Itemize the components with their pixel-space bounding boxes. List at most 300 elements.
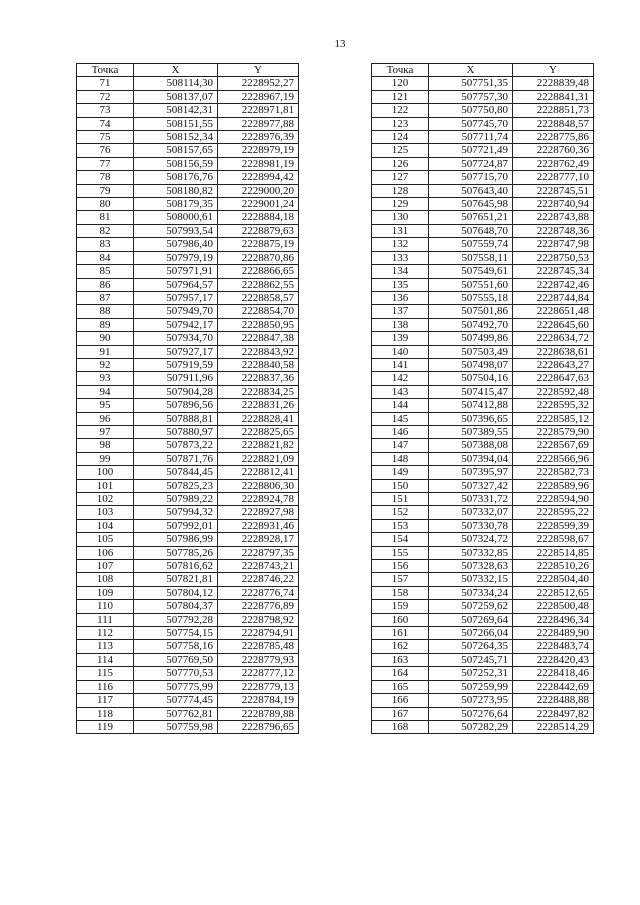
table-row bbox=[77, 305, 299, 318]
table-row bbox=[372, 144, 594, 157]
column-header-y: Y bbox=[218, 64, 299, 77]
cell-point-number: 89 bbox=[77, 318, 134, 331]
table-row bbox=[372, 90, 594, 103]
cell-x-coordinate: 508179,35 bbox=[134, 198, 218, 211]
cell-y-coordinate: 2228981,19 bbox=[218, 157, 299, 170]
cell-y-coordinate: 2228488,88 bbox=[513, 694, 594, 707]
cell-x-coordinate: 507769,50 bbox=[134, 653, 218, 666]
cell-y-coordinate: 2229001,24 bbox=[218, 198, 299, 211]
table-row bbox=[372, 224, 594, 237]
cell-point-number: 167 bbox=[372, 707, 429, 720]
cell-y-coordinate: 2228418,46 bbox=[513, 667, 594, 680]
cell-x-coordinate: 507993,54 bbox=[134, 224, 218, 237]
cell-point-number: 113 bbox=[77, 640, 134, 653]
table-row bbox=[372, 573, 594, 586]
cell-y-coordinate: 2228743,88 bbox=[513, 211, 594, 224]
table-row bbox=[372, 680, 594, 693]
cell-point-number: 153 bbox=[372, 519, 429, 532]
cell-point-number: 158 bbox=[372, 586, 429, 599]
cell-y-coordinate: 2228850,95 bbox=[218, 318, 299, 331]
table-row bbox=[372, 546, 594, 559]
cell-point-number: 125 bbox=[372, 144, 429, 157]
cell-x-coordinate: 507775,99 bbox=[134, 680, 218, 693]
cell-point-number: 103 bbox=[77, 506, 134, 519]
cell-x-coordinate: 507259,99 bbox=[429, 680, 513, 693]
table-row bbox=[372, 265, 594, 278]
cell-x-coordinate: 508151,55 bbox=[134, 117, 218, 130]
table-row bbox=[372, 720, 594, 733]
cell-point-number: 109 bbox=[77, 586, 134, 599]
cell-point-number: 128 bbox=[372, 184, 429, 197]
table-row bbox=[77, 707, 299, 720]
cell-y-coordinate: 2228785,48 bbox=[218, 640, 299, 653]
cell-x-coordinate: 507989,22 bbox=[134, 493, 218, 506]
cell-x-coordinate: 507770,53 bbox=[134, 667, 218, 680]
cell-x-coordinate: 507774,45 bbox=[134, 694, 218, 707]
cell-y-coordinate: 2228595,22 bbox=[513, 506, 594, 519]
cell-x-coordinate: 507328,63 bbox=[429, 560, 513, 573]
cell-x-coordinate: 507332,07 bbox=[429, 506, 513, 519]
cell-point-number: 93 bbox=[77, 372, 134, 385]
cell-x-coordinate: 507492,70 bbox=[429, 318, 513, 331]
cell-y-coordinate: 2228875,19 bbox=[218, 238, 299, 251]
cell-point-number: 104 bbox=[77, 519, 134, 532]
column-header-point: Точка bbox=[77, 64, 134, 77]
cell-y-coordinate: 2228858,57 bbox=[218, 291, 299, 304]
cell-y-coordinate: 2228821,09 bbox=[218, 452, 299, 465]
cell-y-coordinate: 2228598,67 bbox=[513, 533, 594, 546]
cell-point-number: 112 bbox=[77, 627, 134, 640]
cell-point-number: 76 bbox=[77, 144, 134, 157]
cell-x-coordinate: 507266,04 bbox=[429, 627, 513, 640]
cell-x-coordinate: 507648,70 bbox=[429, 224, 513, 237]
cell-x-coordinate: 508000,61 bbox=[134, 211, 218, 224]
table-row bbox=[372, 707, 594, 720]
cell-y-coordinate: 2228512,65 bbox=[513, 586, 594, 599]
cell-point-number: 121 bbox=[372, 90, 429, 103]
cell-point-number: 100 bbox=[77, 466, 134, 479]
table-row bbox=[372, 332, 594, 345]
cell-y-coordinate: 2228746,22 bbox=[218, 573, 299, 586]
cell-y-coordinate: 2228504,40 bbox=[513, 573, 594, 586]
cell-y-coordinate: 2228496,34 bbox=[513, 613, 594, 626]
cell-x-coordinate: 507785,26 bbox=[134, 546, 218, 559]
cell-x-coordinate: 507559,74 bbox=[429, 238, 513, 251]
cell-y-coordinate: 2228497,82 bbox=[513, 707, 594, 720]
cell-y-coordinate: 2228825,65 bbox=[218, 425, 299, 438]
cell-point-number: 137 bbox=[372, 305, 429, 318]
cell-x-coordinate: 508157,65 bbox=[134, 144, 218, 157]
cell-point-number: 162 bbox=[372, 640, 429, 653]
cell-x-coordinate: 507499,86 bbox=[429, 332, 513, 345]
cell-y-coordinate: 2228779,93 bbox=[218, 653, 299, 666]
cell-x-coordinate: 507758,16 bbox=[134, 640, 218, 653]
cell-y-coordinate: 2228828,41 bbox=[218, 412, 299, 425]
table-row bbox=[77, 466, 299, 479]
cell-x-coordinate: 507979,19 bbox=[134, 251, 218, 264]
cell-y-coordinate: 2228884,18 bbox=[218, 211, 299, 224]
cell-point-number: 155 bbox=[372, 546, 429, 559]
cell-y-coordinate: 2228952,27 bbox=[218, 77, 299, 90]
table-row bbox=[77, 613, 299, 626]
cell-x-coordinate: 507888,81 bbox=[134, 412, 218, 425]
table-row bbox=[372, 412, 594, 425]
cell-x-coordinate: 507555,18 bbox=[429, 291, 513, 304]
cell-point-number: 85 bbox=[77, 265, 134, 278]
cell-y-coordinate: 2228594,90 bbox=[513, 493, 594, 506]
cell-x-coordinate: 507880,97 bbox=[134, 425, 218, 438]
table-row bbox=[372, 358, 594, 371]
cell-y-coordinate: 2228798,92 bbox=[218, 613, 299, 626]
table-row bbox=[77, 533, 299, 546]
table-row bbox=[77, 171, 299, 184]
cell-x-coordinate: 507415,47 bbox=[429, 385, 513, 398]
cell-y-coordinate: 2228784,19 bbox=[218, 694, 299, 707]
table-row bbox=[372, 466, 594, 479]
cell-y-coordinate: 2228971,81 bbox=[218, 104, 299, 117]
table-header-row bbox=[77, 64, 299, 77]
cell-y-coordinate: 2228879,63 bbox=[218, 224, 299, 237]
cell-y-coordinate: 2228777,10 bbox=[513, 171, 594, 184]
cell-point-number: 151 bbox=[372, 493, 429, 506]
table-row bbox=[77, 425, 299, 438]
cell-point-number: 73 bbox=[77, 104, 134, 117]
cell-x-coordinate: 507757,30 bbox=[429, 90, 513, 103]
cell-x-coordinate: 508114,30 bbox=[134, 77, 218, 90]
table-row bbox=[372, 560, 594, 573]
cell-x-coordinate: 507395,97 bbox=[429, 466, 513, 479]
cell-y-coordinate: 2228483,74 bbox=[513, 640, 594, 653]
cell-point-number: 164 bbox=[372, 667, 429, 680]
table-row bbox=[77, 479, 299, 492]
cell-point-number: 114 bbox=[77, 653, 134, 666]
cell-x-coordinate: 507643,40 bbox=[429, 184, 513, 197]
cell-y-coordinate: 2228794,91 bbox=[218, 627, 299, 640]
cell-point-number: 157 bbox=[372, 573, 429, 586]
cell-y-coordinate: 2228797,35 bbox=[218, 546, 299, 559]
cell-point-number: 156 bbox=[372, 560, 429, 573]
table-row bbox=[372, 493, 594, 506]
table-row bbox=[372, 238, 594, 251]
cell-y-coordinate: 2228595,32 bbox=[513, 399, 594, 412]
cell-y-coordinate: 2228847,38 bbox=[218, 332, 299, 345]
cell-point-number: 116 bbox=[77, 680, 134, 693]
cell-y-coordinate: 2228851,73 bbox=[513, 104, 594, 117]
table-row bbox=[372, 305, 594, 318]
cell-point-number: 163 bbox=[372, 653, 429, 666]
cell-point-number: 101 bbox=[77, 479, 134, 492]
cell-x-coordinate: 507549,61 bbox=[429, 265, 513, 278]
cell-y-coordinate: 2228848,57 bbox=[513, 117, 594, 130]
cell-y-coordinate: 2228638,61 bbox=[513, 345, 594, 358]
cell-x-coordinate: 507269,64 bbox=[429, 613, 513, 626]
cell-point-number: 142 bbox=[372, 372, 429, 385]
cell-x-coordinate: 507759,98 bbox=[134, 720, 218, 733]
cell-point-number: 120 bbox=[372, 77, 429, 90]
cell-y-coordinate: 2228834,25 bbox=[218, 385, 299, 398]
table-row bbox=[77, 318, 299, 331]
cell-x-coordinate: 507715,70 bbox=[429, 171, 513, 184]
cell-y-coordinate: 2228750,53 bbox=[513, 251, 594, 264]
table-row bbox=[372, 613, 594, 626]
cell-x-coordinate: 507273,95 bbox=[429, 694, 513, 707]
cell-point-number: 111 bbox=[77, 613, 134, 626]
cell-point-number: 154 bbox=[372, 533, 429, 546]
cell-x-coordinate: 507330,78 bbox=[429, 519, 513, 532]
cell-y-coordinate: 2228777,12 bbox=[218, 667, 299, 680]
table-row bbox=[372, 452, 594, 465]
cell-y-coordinate: 2228862,55 bbox=[218, 278, 299, 291]
table-row bbox=[372, 479, 594, 492]
table-row bbox=[372, 251, 594, 264]
cell-x-coordinate: 507986,99 bbox=[134, 533, 218, 546]
cell-point-number: 91 bbox=[77, 345, 134, 358]
cell-y-coordinate: 2228976,39 bbox=[218, 131, 299, 144]
coordinates-table-left bbox=[76, 63, 299, 734]
cell-y-coordinate: 2228806,30 bbox=[218, 479, 299, 492]
cell-point-number: 79 bbox=[77, 184, 134, 197]
cell-x-coordinate: 507551,60 bbox=[429, 278, 513, 291]
table-row bbox=[372, 627, 594, 640]
table-row bbox=[77, 265, 299, 278]
cell-point-number: 126 bbox=[372, 157, 429, 170]
cell-point-number: 87 bbox=[77, 291, 134, 304]
cell-y-coordinate: 2228514,29 bbox=[513, 720, 594, 733]
cell-point-number: 135 bbox=[372, 278, 429, 291]
table-row bbox=[372, 211, 594, 224]
table-row bbox=[77, 680, 299, 693]
cell-y-coordinate: 2228514,85 bbox=[513, 546, 594, 559]
cell-x-coordinate: 508137,07 bbox=[134, 90, 218, 103]
table-row bbox=[372, 291, 594, 304]
cell-x-coordinate: 507896,56 bbox=[134, 399, 218, 412]
cell-x-coordinate: 507252,31 bbox=[429, 667, 513, 680]
cell-y-coordinate: 2228776,89 bbox=[218, 600, 299, 613]
cell-x-coordinate: 507245,71 bbox=[429, 653, 513, 666]
cell-y-coordinate: 2228840,58 bbox=[218, 358, 299, 371]
cell-point-number: 148 bbox=[372, 452, 429, 465]
table-row bbox=[372, 439, 594, 452]
table-row bbox=[372, 77, 594, 90]
table-row bbox=[77, 399, 299, 412]
cell-point-number: 127 bbox=[372, 171, 429, 184]
cell-point-number: 139 bbox=[372, 332, 429, 345]
cell-y-coordinate: 2228967,19 bbox=[218, 90, 299, 103]
cell-y-coordinate: 2228566,96 bbox=[513, 452, 594, 465]
cell-x-coordinate: 507957,17 bbox=[134, 291, 218, 304]
table-row bbox=[77, 667, 299, 680]
cell-x-coordinate: 507816,62 bbox=[134, 560, 218, 573]
cell-point-number: 98 bbox=[77, 439, 134, 452]
cell-point-number: 105 bbox=[77, 533, 134, 546]
cell-y-coordinate: 2228821,82 bbox=[218, 439, 299, 452]
table-row bbox=[77, 251, 299, 264]
table-row bbox=[77, 90, 299, 103]
table-row bbox=[77, 104, 299, 117]
table-row bbox=[77, 506, 299, 519]
cell-y-coordinate: 2228634,72 bbox=[513, 332, 594, 345]
cell-x-coordinate: 507558,11 bbox=[429, 251, 513, 264]
cell-x-coordinate: 507324,72 bbox=[429, 533, 513, 546]
cell-point-number: 144 bbox=[372, 399, 429, 412]
cell-y-coordinate: 2228643,27 bbox=[513, 358, 594, 371]
cell-point-number: 96 bbox=[77, 412, 134, 425]
cell-point-number: 166 bbox=[372, 694, 429, 707]
cell-y-coordinate: 2228743,21 bbox=[218, 560, 299, 573]
cell-y-coordinate: 2228854,70 bbox=[218, 305, 299, 318]
cell-x-coordinate: 508152,34 bbox=[134, 131, 218, 144]
table-row bbox=[77, 493, 299, 506]
cell-x-coordinate: 507264,35 bbox=[429, 640, 513, 653]
table-row bbox=[372, 586, 594, 599]
cell-y-coordinate: 2228994,42 bbox=[218, 171, 299, 184]
cell-x-coordinate: 507332,85 bbox=[429, 546, 513, 559]
cell-x-coordinate: 507334,24 bbox=[429, 586, 513, 599]
cell-y-coordinate: 2228789,88 bbox=[218, 707, 299, 720]
cell-point-number: 138 bbox=[372, 318, 429, 331]
table-row bbox=[372, 131, 594, 144]
cell-y-coordinate: 2228745,34 bbox=[513, 265, 594, 278]
table-row bbox=[372, 653, 594, 666]
cell-point-number: 110 bbox=[77, 600, 134, 613]
table-row bbox=[77, 184, 299, 197]
cell-x-coordinate: 508176,76 bbox=[134, 171, 218, 184]
cell-y-coordinate: 2228500,48 bbox=[513, 600, 594, 613]
cell-y-coordinate: 2228977,88 bbox=[218, 117, 299, 130]
cell-point-number: 133 bbox=[372, 251, 429, 264]
table-row bbox=[372, 519, 594, 532]
cell-x-coordinate: 507904,28 bbox=[134, 385, 218, 398]
table-row bbox=[372, 640, 594, 653]
cell-y-coordinate: 2228651,48 bbox=[513, 305, 594, 318]
cell-x-coordinate: 507501,86 bbox=[429, 305, 513, 318]
table-row bbox=[372, 104, 594, 117]
cell-point-number: 99 bbox=[77, 452, 134, 465]
cell-y-coordinate: 2228760,36 bbox=[513, 144, 594, 157]
table-row bbox=[77, 600, 299, 613]
table-row bbox=[77, 291, 299, 304]
cell-x-coordinate: 507282,29 bbox=[429, 720, 513, 733]
cell-point-number: 81 bbox=[77, 211, 134, 224]
table-row bbox=[77, 546, 299, 559]
cell-point-number: 161 bbox=[372, 627, 429, 640]
cell-x-coordinate: 507964,57 bbox=[134, 278, 218, 291]
cell-point-number: 106 bbox=[77, 546, 134, 559]
cell-point-number: 84 bbox=[77, 251, 134, 264]
cell-x-coordinate: 507919,59 bbox=[134, 358, 218, 371]
cell-x-coordinate: 507804,37 bbox=[134, 600, 218, 613]
table-row bbox=[77, 117, 299, 130]
column-header-x: X bbox=[134, 64, 218, 77]
cell-x-coordinate: 507994,32 bbox=[134, 506, 218, 519]
cell-point-number: 123 bbox=[372, 117, 429, 130]
cell-point-number: 86 bbox=[77, 278, 134, 291]
cell-x-coordinate: 507927,17 bbox=[134, 345, 218, 358]
table-row bbox=[372, 318, 594, 331]
cell-point-number: 160 bbox=[372, 613, 429, 626]
cell-y-coordinate: 2228745,51 bbox=[513, 184, 594, 197]
cell-y-coordinate: 2228589,96 bbox=[513, 479, 594, 492]
cell-x-coordinate: 507498,07 bbox=[429, 358, 513, 371]
cell-point-number: 122 bbox=[372, 104, 429, 117]
table-row bbox=[77, 560, 299, 573]
cell-x-coordinate: 507388,08 bbox=[429, 439, 513, 452]
cell-x-coordinate: 507651,21 bbox=[429, 211, 513, 224]
cell-x-coordinate: 507871,76 bbox=[134, 452, 218, 465]
cell-y-coordinate: 2228843,92 bbox=[218, 345, 299, 358]
table-row bbox=[372, 372, 594, 385]
cell-x-coordinate: 507750,80 bbox=[429, 104, 513, 117]
cell-point-number: 80 bbox=[77, 198, 134, 211]
cell-y-coordinate: 2228579,90 bbox=[513, 425, 594, 438]
cell-y-coordinate: 2228841,31 bbox=[513, 90, 594, 103]
cell-x-coordinate: 507394,04 bbox=[429, 452, 513, 465]
cell-y-coordinate: 2228776,74 bbox=[218, 586, 299, 599]
cell-point-number: 71 bbox=[77, 77, 134, 90]
cell-point-number: 124 bbox=[372, 131, 429, 144]
table-row bbox=[77, 372, 299, 385]
cell-point-number: 146 bbox=[372, 425, 429, 438]
table-row bbox=[77, 131, 299, 144]
cell-x-coordinate: 507825,23 bbox=[134, 479, 218, 492]
cell-point-number: 83 bbox=[77, 238, 134, 251]
table-row bbox=[77, 694, 299, 707]
cell-point-number: 78 bbox=[77, 171, 134, 184]
column-header-y: Y bbox=[513, 64, 594, 77]
cell-point-number: 90 bbox=[77, 332, 134, 345]
cell-point-number: 136 bbox=[372, 291, 429, 304]
table-row bbox=[372, 198, 594, 211]
cell-point-number: 134 bbox=[372, 265, 429, 278]
table-row bbox=[77, 238, 299, 251]
cell-x-coordinate: 508156,59 bbox=[134, 157, 218, 170]
cell-y-coordinate: 2228924,78 bbox=[218, 493, 299, 506]
page-number: 13 bbox=[334, 38, 346, 50]
cell-point-number: 115 bbox=[77, 667, 134, 680]
table-row bbox=[77, 586, 299, 599]
cell-y-coordinate: 2228645,60 bbox=[513, 318, 594, 331]
cell-point-number: 75 bbox=[77, 131, 134, 144]
cell-x-coordinate: 507992,01 bbox=[134, 519, 218, 532]
cell-x-coordinate: 507751,35 bbox=[429, 77, 513, 90]
cell-y-coordinate: 2228779,13 bbox=[218, 680, 299, 693]
cell-y-coordinate: 2228742,46 bbox=[513, 278, 594, 291]
cell-point-number: 130 bbox=[372, 211, 429, 224]
cell-x-coordinate: 507396,65 bbox=[429, 412, 513, 425]
cell-point-number: 119 bbox=[77, 720, 134, 733]
cell-point-number: 92 bbox=[77, 358, 134, 371]
cell-x-coordinate: 507504,16 bbox=[429, 372, 513, 385]
cell-point-number: 131 bbox=[372, 224, 429, 237]
cell-x-coordinate: 508180,82 bbox=[134, 184, 218, 197]
cell-point-number: 102 bbox=[77, 493, 134, 506]
table-row bbox=[77, 77, 299, 90]
cell-y-coordinate: 2228582,73 bbox=[513, 466, 594, 479]
table-row bbox=[77, 439, 299, 452]
cell-point-number: 118 bbox=[77, 707, 134, 720]
cell-x-coordinate: 507332,15 bbox=[429, 573, 513, 586]
cell-x-coordinate: 507844,45 bbox=[134, 466, 218, 479]
cell-x-coordinate: 507792,28 bbox=[134, 613, 218, 626]
cell-y-coordinate: 2228585,12 bbox=[513, 412, 594, 425]
table-row bbox=[77, 358, 299, 371]
cell-point-number: 147 bbox=[372, 439, 429, 452]
table-row bbox=[77, 198, 299, 211]
cell-y-coordinate: 2228870,86 bbox=[218, 251, 299, 264]
cell-point-number: 149 bbox=[372, 466, 429, 479]
cell-y-coordinate: 2228866,65 bbox=[218, 265, 299, 278]
cell-y-coordinate: 2228510,26 bbox=[513, 560, 594, 573]
